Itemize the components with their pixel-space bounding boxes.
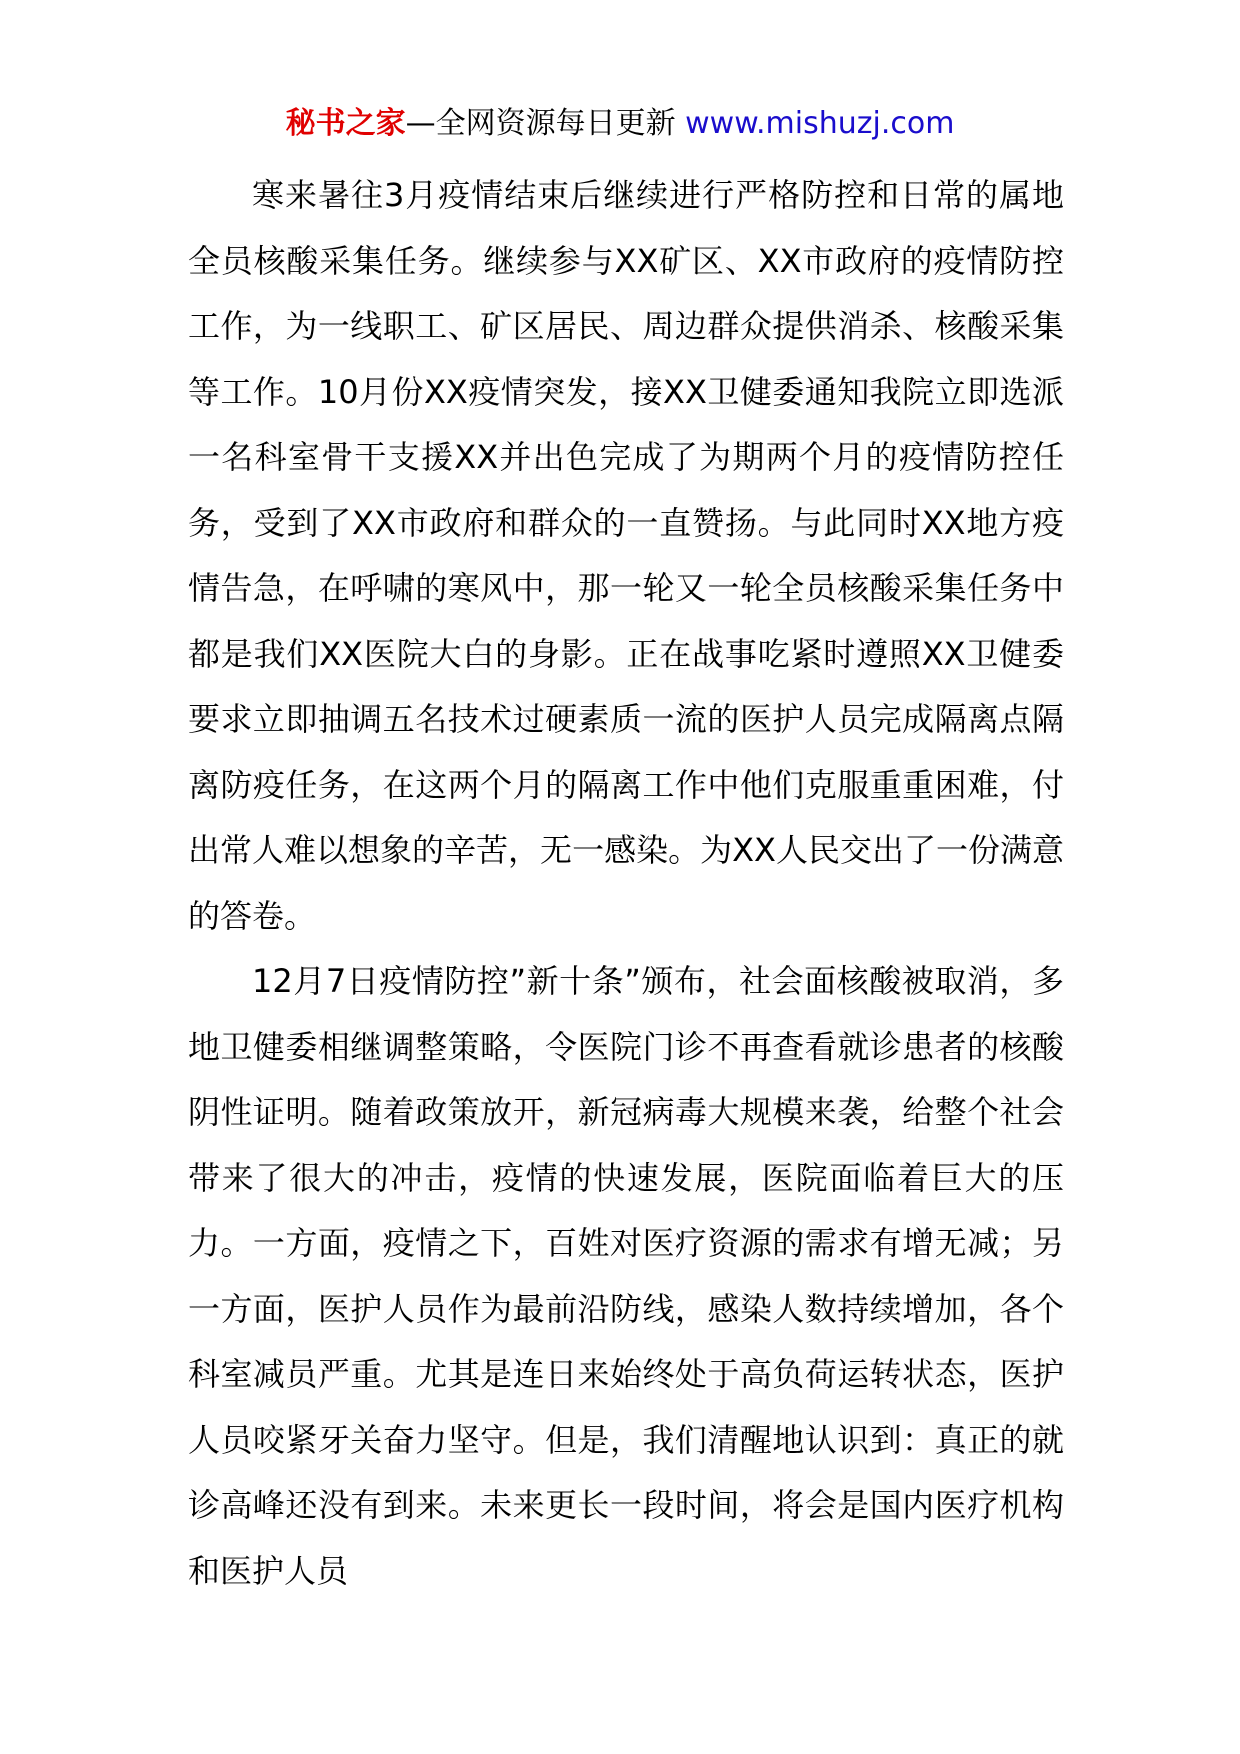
page-header — [0, 104, 1240, 144]
body-paragraph: 12月7日疫情防控”新十条”颁布，社会面核酸被取消，多地卫健委相继调整策略，令医院门诊不再查看就诊患者的核酸阴性证明。随着政策放开，新冠病毒大规模来袭，给整个社会带来了很大的冲击，疫情的快速发展，医院面临着巨大的压力。一方面，疫情之下，百姓对医疗资源的需求有增无减；另一方面，医护人员作为最前沿防线，感染人数持续增加，各个科室减员严重。尤其是连日来始终处于高负荷运转状态，医护人员咬紧牙关奋力坚守。但是，我们清醒地认识到：真正的就诊高峰还没有到来。未来更长一段时间，将会是国内医疗机构和医护人员 — [188, 962, 1064, 1590]
site-url-link[interactable]: www.mishuzj.com — [685, 106, 955, 141]
header-tagline: —全网资源每日更新 — [405, 106, 676, 141]
brand-name: 秘书之家 — [285, 106, 406, 141]
document-body — [188, 163, 1064, 1604]
body-paragraph: 寒来暑往3月疫情结束后继续进行严格防控和日常的属地全员核酸采集任务。继续参与XX矿区、XX市政府的疫情防控工作，为一线职工、矿区居民、周边群众提供消杀、核酸采集等工作。10月份XX疫情突发，接XX卫健委通知我院立即选派一名科室骨干支援XX并出色完成了为期两个月的疫情防控任务，受到了XX市政府和群众的一直赞扬。与此同时XX地方疫情告急，在呼啸的寒风中，那一轮又一轮全员核酸采集任务中都是我们XX医院大白的身影。正在战事吃紧时遵照XX卫健委要求立即抽调五名技术过硬素质一流的医护人员完成隔离点隔离防疫任务，在这两个月的隔离工作中他们克服重重困难，付出常人难以想象的辛苦，无一感染。为XX人民交出了一份满意的答卷。 — [188, 176, 1064, 935]
